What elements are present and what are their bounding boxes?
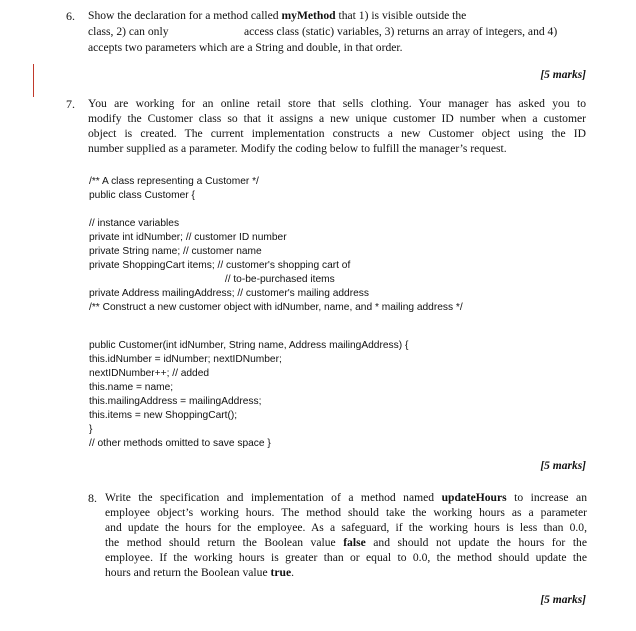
- q7-line-1: You are working for an online retail store that sells clothing. Your manager has asked you to: [88, 97, 586, 110]
- q8-paragraph: [105, 490, 587, 580]
- q8-line-4-pre: the method should return the Boolean value: [105, 536, 344, 549]
- q8-true-keyword: true: [270, 566, 292, 579]
- q7-number: 7.: [66, 97, 75, 111]
- code-line-2: public class Customer {: [89, 190, 195, 201]
- code-line-14: nextIDNumber++; // added: [89, 368, 210, 379]
- q8-line-6: [105, 565, 587, 580]
- code-line-11: [89, 315, 463, 339]
- q6-line-2b: access class (static) variables, 3) returns an array of integers, and 4): [244, 25, 558, 38]
- q6-line-3: accepts two parameters which are a String and double, in that order.: [88, 41, 403, 54]
- q8-line-4: [105, 535, 587, 550]
- q6-line-2a: class, 2) can only: [88, 25, 169, 38]
- q8-number: 8.: [88, 491, 97, 505]
- q8-line-6-post: .: [291, 566, 294, 579]
- q8-marks: [5 marks]: [540, 594, 586, 606]
- code-line-13: this.idNumber = idNumber; nextIDNumber;: [89, 354, 282, 365]
- q8-method-name: updateHours: [441, 491, 507, 504]
- q7-paragraph: [88, 96, 586, 156]
- q7-line-3: object is created. The current implementation constructs a new Customer object using the ID: [88, 127, 586, 140]
- code-line-6: private String name; // customer name: [89, 246, 262, 257]
- q8-false-keyword: false: [343, 536, 366, 549]
- q8-line-1-post: to increase an: [506, 491, 587, 504]
- q6-number: 6.: [66, 9, 75, 23]
- code-line-7: private ShoppingCart items; // customer's shopping cart of: [89, 260, 351, 271]
- q6-line-1-pre: Show the declaration for a method called: [88, 9, 282, 22]
- q6-method-name: myMethod: [281, 9, 336, 22]
- q7-line-2: modify the Customer class so that it assigns a new unique customer ID number when a customer: [88, 112, 586, 125]
- q8-line-6-pre: hours and return the Boolean value: [105, 566, 271, 579]
- q8-line-3: and update the hours for the employee. As a safeguard, if the working hours is less than 0.0,: [105, 521, 587, 534]
- q8-line-5: employee. If the working hours is greater than or equal to 0.0, the method should update the: [105, 551, 587, 564]
- code-line-3: [89, 203, 463, 217]
- code-block: [89, 175, 463, 451]
- code-line-16: this.mailingAddress = mailingAddress;: [89, 396, 262, 407]
- code-line-18: }: [89, 424, 93, 435]
- q8-line-1: [105, 490, 587, 505]
- q8-line-2: employee object’s working hours. The method should take the working hours as a parameter: [105, 506, 587, 519]
- code-line-8: // to-be-purchased items: [89, 274, 335, 285]
- code-line-12: public Customer(int idNumber, String name, Address mailingAddress) {: [89, 340, 409, 351]
- q6-line-1-post: that 1) is visible outside the: [335, 9, 467, 22]
- code-line-5: private int idNumber; // customer ID number: [89, 232, 287, 243]
- q6-marks: [5 marks]: [540, 69, 586, 81]
- q7-marks: [5 marks]: [540, 460, 586, 472]
- code-line-10: /** Construct a new customer object with idNumber, name, and * mailing address */: [89, 302, 463, 313]
- code-line-17: this.items = new ShoppingCart();: [89, 410, 238, 421]
- q8-line-4-post: and should not update the hours for the: [365, 536, 587, 549]
- code-line-19: // other methods omitted to save space }: [89, 438, 271, 449]
- code-line-4: // instance variables: [89, 218, 180, 229]
- q7-line-4: number supplied as a parameter. Modify the coding below to fulfill the manager’s request.: [88, 142, 507, 155]
- code-line-15: this.name = name;: [89, 382, 174, 393]
- code-line-9: private Address mailingAddress; // customer's mailing address: [89, 288, 369, 299]
- q8-line-1-pre: Write the specification and implementation of a method named: [105, 491, 442, 504]
- q6-line-1: [88, 8, 466, 23]
- margin-marker: [33, 64, 34, 97]
- code-line-1: /** A class representing a Customer */: [89, 176, 259, 187]
